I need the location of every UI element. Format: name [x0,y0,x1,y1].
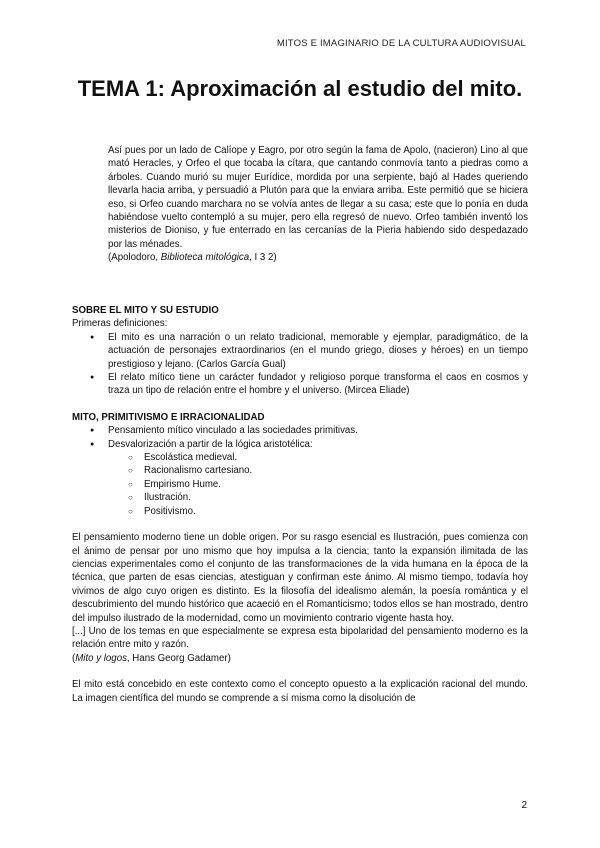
page-title: TEMA 1: Aproximación al estudio del mito. [77,76,523,101]
sub-list-item: ○ Positivismo. [144,505,528,518]
list-item [108,438,528,518]
gadamer-paragraph-1: El pensamiento moderno tiene un doble origen. Por su rasgo esencial es Ilustración, pues comienza con el ánimo de pensar por uno mismo que hoy impulsa a la ciencia; tanto la expansión ilimitada de las ciencias experimentales como el conjunto de las transformaciones de la vida humana en la época de la técnica, que parten de esas ciencias, atestiguan y confirman este ánimo. Al mismo tiempo, todavía hoy vivimos de algo cuyo origen es distinto. Es la filosofía del idealismo alemán, la poesía romántica y el descubrimiento del mundo histórico que acaeció en el Romanticismo; todos ellos se han mostrado, dentro del impulso ilustrado de la modernidad, como un movimiento contrario vigente hasta hoy. [72,532,528,624]
list-item: ● Pensamiento mítico vinculado a las sociedades primitivas. [108,424,528,437]
primitivism-list [72,424,528,518]
epigraph-citation [108,251,528,264]
citation-author: , Hans Georg Gadamer) [126,652,231,664]
closing-paragraph: El mito está concebido en este contexto como el concepto opuesto a la explicación racional del mundo. La imagen científica del mundo se comprende a sí misma como la disolución de [72,679,528,704]
definitions-list [72,331,528,398]
sub-list [108,451,528,518]
citation-open: ( [72,652,76,664]
citation-work: Mito y logos [75,652,127,664]
citation-work: Biblioteca mitológica [160,252,250,264]
gadamer-citation [72,652,528,665]
list-item-label: Desvalorización a partir de la lógica aristotélica: [108,438,313,450]
sub-list-item: ○ Empirismo Hume. [144,478,528,491]
epigraph-quote [108,144,528,265]
section-heading-mito: SOBRE EL MITO Y SU ESTUDIO [72,305,219,316]
citation-author: (Apolodoro, [108,252,161,264]
section-heading-primitivismo: MITO, PRIMITIVISMO E IRRACIONALIDAD [72,411,265,423]
citation-ref: , I 3 2) [249,252,277,264]
list-item: ● El mito es una narración o un relato tradicional, memorable y ejemplar, paradigmático, de la actuación de personajes extraordinarios (en el mundo griego, dioses y héroes) en un tiempo prestigioso y lejano. (Carlos García Gual) [108,331,528,371]
section-subheading: Primeras definiciones: [72,318,168,330]
sub-list-item: ○ Ilustración. [144,491,528,504]
list-item: ● El relato mítico tiene un carácter fundador y religioso porque transforma el caos en cosmos y traza un tipo de relación entre el hombre y el universo. (Mircea Eliade) [108,371,528,398]
page-number: 2 [521,800,527,811]
sub-list-item: ○ Racionalismo cartesiano. [144,464,528,477]
epigraph-text: Así pues por un lado de Calíope y Eagro, por otro según la fama de Apolo, (nacieron) Lino al que mató Heracles, y Orfeo el que tocaba la cítara, que cantando conmovía tanto a piedras como a árboles. Cuando murió su mujer Eurídice, mordida por una serpiente, bajó al Hades queriendo llevarla hacia arriba, y persuadió a Plutón para que la enviara arriba. Este permitió que se hiciera eso, si Orfeo cuando marchara no se volvía antes de llegar a su casa; este que lo ponía en duda habiéndose vuelto contempló a su mujer, pero ella regresó de nuevo. Orfeo también inventó los misterios de Dioniso, y fue enterrado en las cercanías de la Pieria habiendo sido despedazado por las ménades. [108,145,528,250]
running-header: MITOS E IMAGINARIO DE LA CULTURA AUDIOVISUAL [276,38,526,49]
gadamer-paragraph-2: [...] Uno de los temas en que especialmente se expresa esta bipolaridad del pensamiento moderno es la relación entre mito y razón. [72,625,528,651]
main-content [72,304,528,705]
sub-list-item: ○ Escolástica medieval. [144,451,528,464]
